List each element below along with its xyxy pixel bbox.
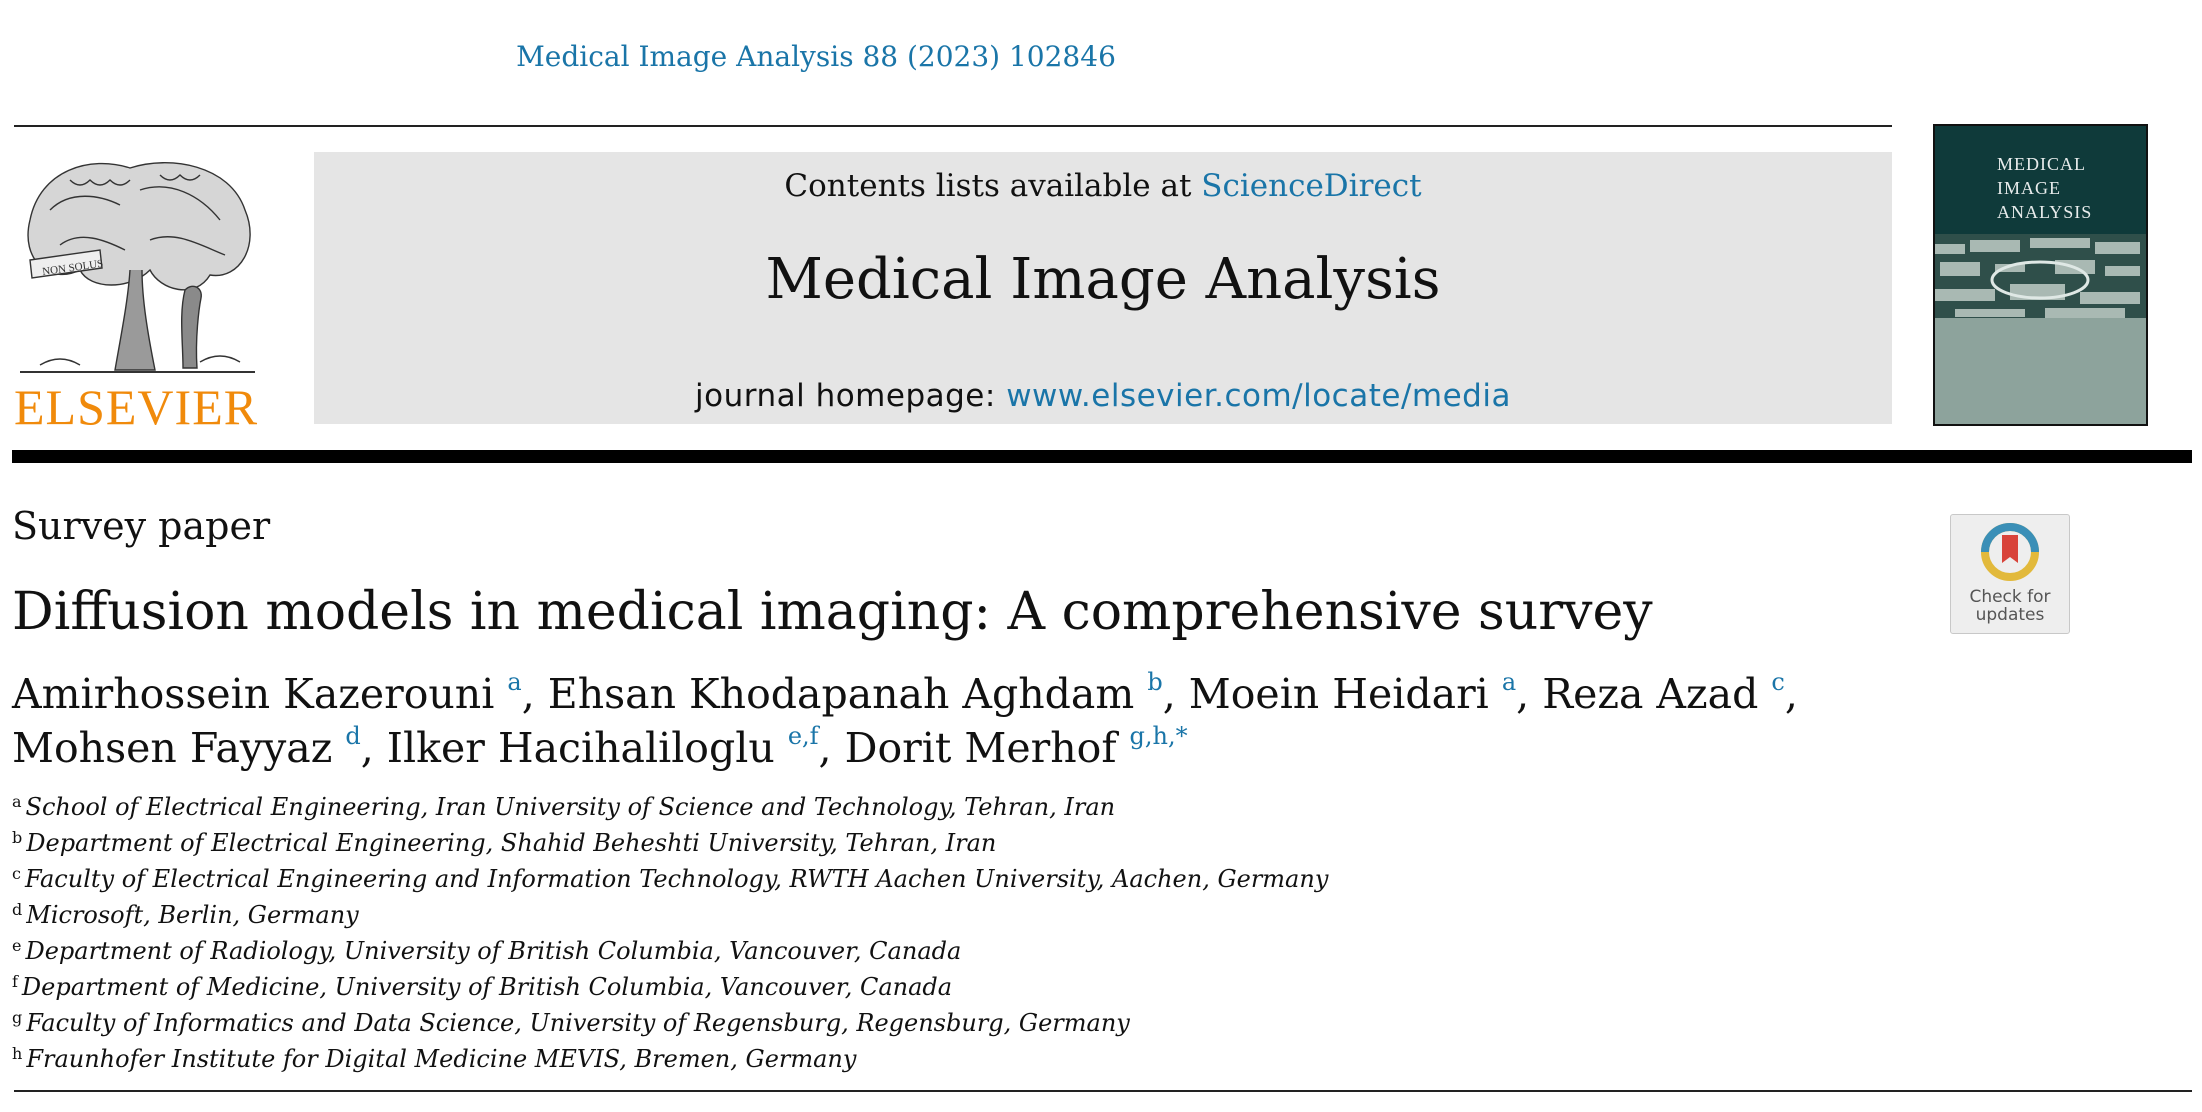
- crossmark-line2: updates: [1975, 605, 2045, 625]
- author-name: Mohsen Fayyaz: [12, 724, 333, 772]
- author-name: Ehsan Khodapanah Aghdam: [547, 670, 1135, 718]
- article-type: Survey paper: [12, 504, 271, 548]
- author-affiliation-ref[interactable]: c: [1771, 668, 1785, 696]
- journal-title: Medical Image Analysis: [765, 247, 1441, 312]
- affiliation-text: Department of Electrical Engineering, Shahid Beheshti University, Tehran, Iran: [26, 829, 997, 857]
- author-affiliation-ref[interactable]: e,f: [787, 722, 819, 750]
- journal-cover-image[interactable]: [1933, 124, 2148, 426]
- affiliation-item: [12, 1008, 1130, 1037]
- author-affiliation-ref[interactable]: g,h,*: [1129, 722, 1188, 750]
- affiliation-item: [12, 972, 952, 1001]
- affiliation-text: Faculty of Electrical Engineering and Information Technology, RWTH Aachen University, Aachen, Germany: [24, 865, 1329, 893]
- crossmark-label: [1951, 588, 2069, 624]
- affiliation-letter: h: [12, 1044, 23, 1063]
- sciencedirect-link[interactable]: ScienceDirect: [1201, 168, 1422, 204]
- author-affiliation-ref[interactable]: a: [1501, 668, 1517, 696]
- cover-title-line: MEDICAL: [1997, 154, 2086, 174]
- affiliation-letter: d: [12, 900, 23, 919]
- affiliations-divider: [14, 1090, 2192, 1092]
- affiliation-text: Microsoft, Berlin, Germany: [26, 901, 359, 929]
- author-name: Amirhossein Kazerouni: [12, 670, 495, 718]
- author-separator: ,: [360, 724, 387, 772]
- affiliation-item: [12, 792, 1115, 821]
- paper-title: Diffusion models in medical imaging: A comprehensive survey: [12, 582, 1653, 642]
- contents-prefix: Contents lists available at: [784, 168, 1202, 204]
- affiliation-letter: g: [12, 1008, 23, 1027]
- affiliation-letter: f: [12, 972, 18, 991]
- affiliation-item: [12, 828, 996, 857]
- affiliation-item: [12, 864, 1328, 893]
- author-separator: ,: [1784, 670, 1798, 718]
- affiliation-text: Department of Radiology, University of British Columbia, Vancouver, Canada: [25, 937, 962, 965]
- cover-title-line: IMAGE: [1997, 178, 2061, 198]
- header-divider: [14, 125, 1892, 127]
- cover-title-line: ANALYSIS: [1997, 202, 2093, 222]
- affiliation-text: School of Electrical Engineering, Iran University of Science and Technology, Tehran, Iran: [25, 793, 1116, 821]
- author-separator: ,: [521, 670, 548, 718]
- journal-banner: [314, 152, 1892, 424]
- author-list-line-1: [12, 668, 1798, 718]
- author-name: Dorit Merhof: [844, 724, 1117, 772]
- journal-citation[interactable]: Medical Image Analysis 88 (2023) 102846: [516, 40, 1116, 73]
- author-affiliation-ref[interactable]: d: [345, 722, 361, 750]
- affiliation-letter: c: [12, 864, 21, 883]
- cover-brain-scan: [1935, 234, 2146, 324]
- title-divider: [12, 450, 2192, 463]
- affiliation-item: [12, 900, 359, 929]
- affiliation-item: [12, 936, 961, 965]
- crossmark-icon: [1979, 521, 2041, 583]
- author-name: Ilker Hacihaliloglu: [386, 724, 775, 772]
- homepage-link[interactable]: www.elsevier.com/locate/media: [1006, 378, 1511, 414]
- author-name: Moein Heidari: [1188, 670, 1489, 718]
- crossmark-button[interactable]: [1950, 514, 2070, 634]
- crossmark-line1: Check for: [1969, 587, 2051, 607]
- affiliation-letter: e: [12, 936, 22, 955]
- affiliation-text: Faculty of Informatics and Data Science, University of Regensburg, Regensburg, Germany: [26, 1009, 1130, 1037]
- affiliation-text: Fraunhofer Institute for Digital Medicine MEVIS, Bremen, Germany: [26, 1045, 857, 1073]
- contents-line: [314, 168, 1892, 204]
- affiliation-item: [12, 1044, 856, 1073]
- author-affiliation-ref[interactable]: b: [1147, 668, 1163, 696]
- elsevier-wordmark: ELSEVIER: [14, 379, 259, 435]
- author-affiliation-ref[interactable]: a: [507, 668, 522, 696]
- author-separator: ,: [818, 724, 845, 772]
- logo-motto: NON SOLUS: [41, 257, 105, 279]
- homepage-line: [314, 378, 1892, 414]
- author-separator: ,: [1162, 670, 1189, 718]
- cover-lower-panel: [1935, 318, 2146, 424]
- affiliation-letter: a: [12, 792, 22, 811]
- homepage-prefix: journal homepage:: [695, 378, 1007, 414]
- cover-title: [1997, 152, 2092, 224]
- affiliation-letter: b: [12, 828, 23, 847]
- author-list-line-2: [12, 722, 1188, 772]
- affiliation-text: Department of Medicine, University of British Columbia, Vancouver, Canada: [21, 973, 953, 1001]
- author-separator: ,: [1516, 670, 1543, 718]
- author-name: Reza Azad: [1542, 670, 1759, 718]
